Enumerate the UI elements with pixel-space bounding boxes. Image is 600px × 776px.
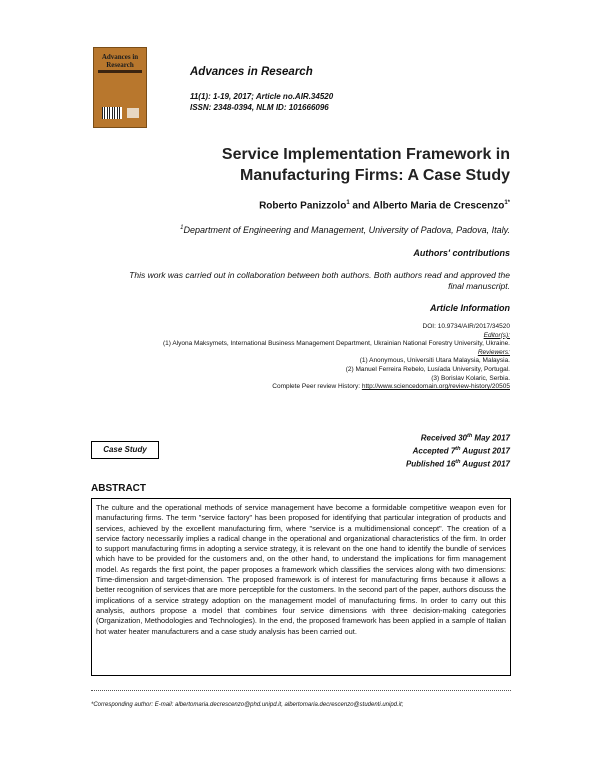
- reviewer-entry: (2) Manuel Ferreira Rebelo, Lusíada University, Portugal.: [345, 365, 510, 373]
- journal-name: Advances in Research: [190, 66, 313, 78]
- barcode-icon: [102, 107, 122, 119]
- paper-title-line: Service Implementation Framework in: [221, 146, 510, 163]
- contributions-text: [90, 270, 510, 292]
- footnote-divider: [91, 690, 511, 691]
- review-history-label: Complete Peer review History:: [272, 383, 362, 391]
- abstract-heading: ABSTRACT: [91, 483, 146, 494]
- affil-mark: 1: [180, 225, 184, 231]
- editor-entry: (1) Alyona Maksymets, International Business Management Department, Ukrainian National Forestry University, Ukraine.: [162, 340, 510, 348]
- journal-cover-image: [93, 47, 147, 128]
- article-info-heading: Article Information: [429, 303, 510, 313]
- contributions-heading: Authors' contributions: [413, 248, 510, 258]
- journal-issn: ISSN: 2348-0394, NLM ID: 101666096: [190, 103, 329, 112]
- review-history: [90, 383, 510, 392]
- received-date: Received 30th May 2017: [420, 433, 510, 443]
- affiliation-text: Department of Engineering and Management, University of Padova, Padova, Italy.: [183, 225, 510, 235]
- affiliation: [180, 225, 510, 235]
- review-history-link[interactable]: http://www.sciencedomain.org/review-history/20505: [361, 383, 510, 391]
- contributions-line: This work was carried out in collaboration between both authors. Both authors read and approved the: [129, 270, 510, 280]
- article-info: [90, 323, 510, 392]
- reviewer-entry: (1) Anonymous, Universiti Utara Malaysia, Malaysia.: [359, 357, 510, 365]
- corresponding-author-note: *Corresponding author: E-mail: albertomaria.decrescenzo@phd.unipd.it, albertomaria.decrescenzo@studenti.unipd.it;: [91, 702, 404, 708]
- author-list: [259, 200, 510, 211]
- paper-title-line: Manufacturing Firms: A Case Study: [240, 167, 510, 184]
- paper-title: [90, 144, 510, 186]
- publication-dates: [406, 431, 510, 470]
- journal-citation: 11(1): 1-19, 2017; Article no.AIR.34520: [190, 92, 334, 101]
- accepted-date: Accepted 7th August 2017: [412, 446, 510, 456]
- author-affil-mark: 1: [346, 200, 350, 206]
- doi: DOI: 10.9734/AIR/2017/34520: [422, 323, 510, 330]
- cover-stripe: [98, 70, 142, 73]
- publisher-logo-icon: [127, 108, 139, 118]
- author-name: and Alberto Maria de Crescenzo: [349, 200, 505, 212]
- abstract-text: The culture and the operational methods of service management have become a formidable competitive weapon even for manufacturing firms. The term "service factory" has been proposed for identifying that particular integration of products and services, achieved by the excellent manufacturing firm, where "service is a multidimensional concept". The creation of a service factory necessarily implies a radical change in the operational and organizational characteristics of the firm. In order to support manufacturing firms in adopting a service strategy, it is relevant on the one hand to identify the bundle of services which have to be provided for the customers and, on the other hand, to understand the implications for firm management model. As regards the first point, the paper proposes a framework which classifies the services along with two dimensions: Time-dimension and target-dimension. The proposed framework is of interest for manufacturing firms because it allows a better recognition of services that are more perceptible for the customers. In the second part of the paper, authors discuss the implications of a service strategy adoption on the management model of manufacturing firms. In order to carry out this analysis, authors propose a model that combines four service dimensions with three decision-making categories (Organization, Methodologies and Technologies). In the end, the proposed framework has been applied in a sample of Italian hot water heater manufacturers and a case study analysis has been carried out.: [91, 498, 511, 676]
- journal-meta: [190, 91, 333, 113]
- author-affil-mark: 1*: [504, 200, 510, 206]
- contributions-line: final manuscript.: [448, 281, 510, 291]
- article-type-box: Case Study: [91, 441, 159, 459]
- cover-title: Advances in Research: [101, 53, 139, 69]
- author-name: Roberto Panizzolo: [259, 200, 347, 212]
- editors-label: Editor(s):: [483, 331, 510, 339]
- reviewer-entry: (3) Borislav Kolaric, Serbia.: [431, 374, 510, 382]
- reviewers-label: Reviewers:: [477, 348, 510, 356]
- published-date: Published 16th August 2017: [405, 459, 510, 469]
